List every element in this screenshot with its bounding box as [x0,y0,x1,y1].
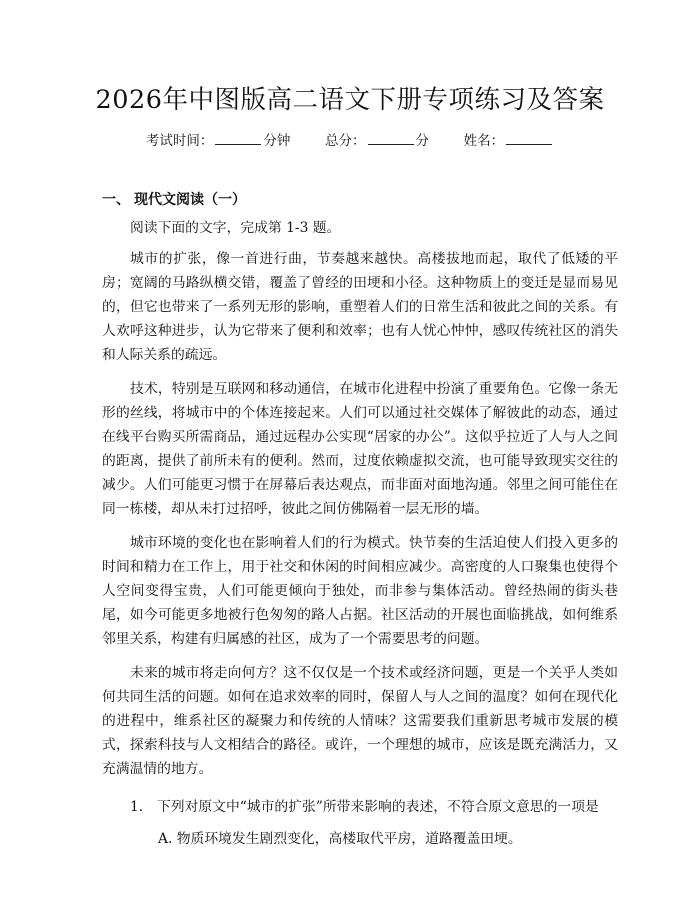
score-unit: 分 [415,133,429,149]
score-blank [368,132,414,145]
time-unit: 分钟 [263,133,291,149]
document-title: 2026年中图版高二语文下册专项练习及答案 [95,85,605,115]
section-title: 现代文阅读（一） [134,192,246,208]
section-number: 一、 [102,192,130,208]
question-1 [102,795,618,819]
score-label: 总分： [325,133,366,149]
question-text: 下列对原文中“城市的扩张”所带来影响的表述，不符合原文意思的一项是 [157,799,599,815]
passage-paragraph: 城市环境的变化也在影响着人们的行为模式。快节奏的生活迫使人们投入更多的时间和精力在工作上，用于社交和休闲的时间相应减少。高密度的人口聚集也使得个人空间变得宝贵，人们可能更倾向于独处，而非参与集体活动。曾经热闹的街头巷尾，如今可能更多地被行色匆匆的路人占据。社区活动的开展也面临挑战，如何维系邻里关系，构建有归属感的社区，成为了一个需要思考的问题。 [102,535,618,647]
reading-passage [102,216,618,851]
passage-paragraph: 未来的城市将走向何方？这不仅仅是一个技术或经济问题，更是一个关乎人类如何共同生活的问题。如何在追求效率的同时，保留人与人之间的温度？如何在现代化的进程中，维系社区的凝聚力和传统的人情味？这需要我们重新思考城市发展的模式，探索科技与人文相结合的路径。或许，一个理想的城市，应该是既充满活力，又充满温情的地方。 [102,665,618,777]
time-label: 考试时间： [145,133,214,149]
section-heading [102,188,246,212]
time-blank [215,132,261,145]
exam-meta-line [0,130,700,152]
passage-intro: 阅读下面的文字，完成第 1-3 题。 [130,220,341,236]
option-a: A. 物质环境发生剧烈变化，高楼取代平房，道路覆盖田埂。 [158,831,522,847]
question-number: 1. [130,799,144,815]
name-blank [506,132,552,145]
passage-paragraph: 技术，特别是互联网和移动通信，在城市化进程中扮演了重要角色。它像一条无形的丝线，将城市中的个体连接起来。人们可以通过社交媒体了解彼此的动态，通过在线平台购买所需商品，通过远程办公实现“居家的办公”。这似乎拉近了人与人之间的距离，提供了前所未有的便利。然而，过度依赖虚拟交流，也可能导致现实交往的减少。人们可能更习惯于在屏幕后表达观点，而非面对面地沟通。邻里之间可能住在同一栋楼，却从未打过招呼，彼此之间仿佛隔着一层无形的墙。 [102,381,618,517]
name-label: 姓名： [463,133,505,149]
passage-paragraph: 城市的扩张，像一首进行曲，节奏越来越快。高楼拔地而起，取代了低矮的平房；宽阔的马路纵横交错，覆盖了曾经的田埂和小径。这种物质上的变迁是显而易见的，但它也带来了一系列无形的影响，重塑着人们的日常生活和彼此之间的关系。有人欢呼这种进步，认为它带来了便利和效率；也有人忧心忡忡，感叹传统社区的消失和人际关系的疏远。 [102,251,618,363]
